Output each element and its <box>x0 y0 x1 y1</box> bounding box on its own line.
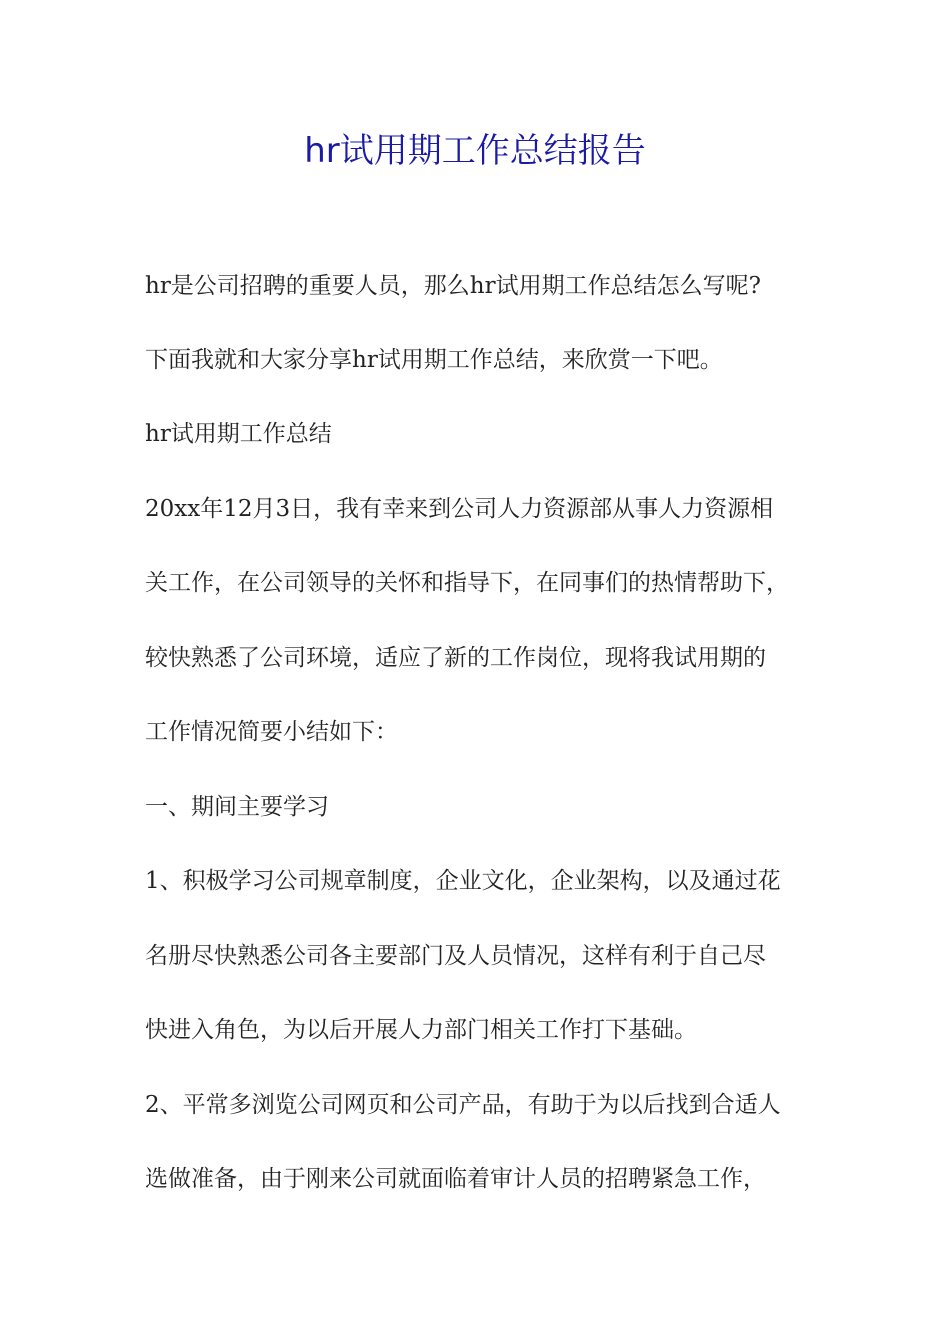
paragraph-line: 较快熟悉了公司环境，适应了新的工作岗位，现将我试用期的 <box>145 645 766 671</box>
paragraph-line: 快进入角色，为以后开展人力部门相关工作打下基础。 <box>145 1017 697 1043</box>
paragraph-line: 1、积极学习公司规章制度，企业文化，企业架构，以及通过花 <box>145 868 781 894</box>
paragraph-line: 名册尽快熟悉公司各主要部门及人员情况，这样有利于自己尽 <box>145 943 766 969</box>
document-title: hr试用期工作总结报告 <box>304 131 646 171</box>
paragraph-line: 20xx年12月3日，我有幸来到公司人力资源部从事人力资源相 <box>145 496 774 522</box>
paragraph-line: 工作情况简要小结如下： <box>145 719 398 745</box>
paragraph-line: 下面我就和大家分享hr试用期工作总结，来欣赏一下吧。 <box>145 347 723 373</box>
section-heading: hr试用期工作总结 <box>145 421 332 447</box>
paragraph-line: 关工作，在公司领导的关怀和指导下，在同事们的热情帮助下， <box>145 570 789 596</box>
section-heading: 一、期间主要学习 <box>145 794 329 820</box>
paragraph-line: 2、平常多浏览公司网页和公司产品，有助于为以后找到合适人 <box>145 1092 781 1118</box>
paragraph-line: 选做准备，由于刚来公司就面临着审计人员的招聘紧急工作， <box>145 1166 766 1192</box>
paragraph-line: hr是公司招聘的重要人员，那么hr试用期工作总结怎么写呢? <box>145 273 761 299</box>
